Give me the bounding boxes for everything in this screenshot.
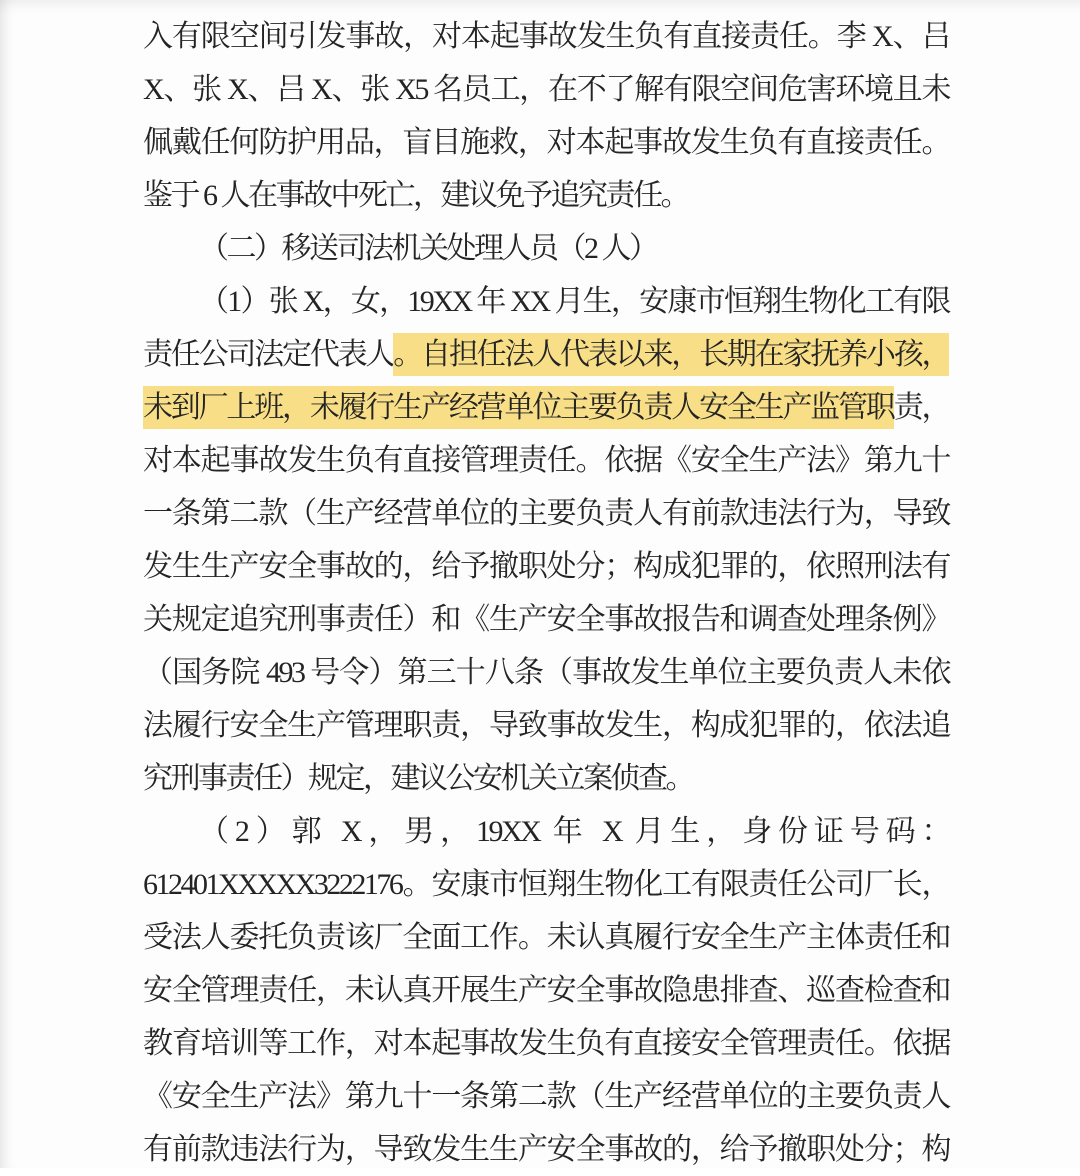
text-segment: 安全管理责任，未认真开展生产安全事故隐患排查、巡查检查和	[143, 974, 949, 1007]
text-line	[143, 381, 949, 434]
text-segment: 受法人委托负责该厂全面工作。未认真履行安全生产主体责任和	[143, 921, 949, 954]
text-segment: 有前款违法行为，导致发生生产安全事故的，给予撤职处分；构	[143, 1133, 949, 1166]
text-line	[143, 699, 949, 752]
text-segment: 究刑事责任）规定，建议公安机关立案侦查。	[143, 762, 693, 795]
text-segment: 责，	[893, 391, 950, 424]
text-line	[143, 1017, 949, 1070]
text-segment: 对本起事故发生负有直接管理责任。依据《安全生产法》第九十	[143, 444, 949, 477]
text-line	[143, 805, 949, 858]
text-segment: X、张 X、吕 X、张 X5 名员工，在不了解有限空间危害环境且未	[143, 73, 949, 106]
text-line	[143, 593, 949, 646]
text-line	[143, 1123, 949, 1176]
text-segment: （国务院 493 号令）第三十八条（事故发生单位主要负责人未依	[143, 656, 949, 689]
text-segment: 关规定追究刑事责任）和《生产安全事故报告和调查处理条例》	[143, 603, 949, 636]
text-segment: （二）移送司法机关处理人员（2 人）	[199, 232, 657, 265]
text-segment: 鉴于 6 人在事故中死亡，建议免予追究责任。	[143, 179, 688, 212]
text-segment: 法履行安全生产管理职责，导致事故发生，构成犯罪的，依法追	[143, 709, 949, 742]
text-segment: （2）郭 X，男，19XX 年 X 月生，身份证号码：	[199, 815, 949, 848]
text-line	[143, 540, 949, 593]
text-segment: （1）张 X，女，19XX 年 XX 月生，安康市恒翔生物化工有限	[199, 285, 949, 318]
text-line	[143, 116, 949, 169]
text-segment: 教育培训等工作，对本起事故发生负有直接安全管理责任。依据	[143, 1027, 949, 1060]
text-segment: 612401XXXXX3222176。安康市恒翔生物化工有限责任公司厂长，	[143, 868, 949, 901]
text-line	[143, 646, 949, 699]
text-line	[143, 63, 949, 116]
text-line	[143, 10, 949, 63]
highlighted-text: 。自担任法人代表以来，长期在家抚养小孩，	[393, 333, 949, 376]
text-line	[143, 487, 949, 540]
text-line	[143, 858, 949, 911]
text-segment: 《安全生产法》第九十一条第二款（生产经营单位的主要负责人	[143, 1080, 949, 1113]
text-segment: 责任公司法定代表人	[143, 338, 394, 371]
text-segment: 入有限空间引发事故，对本起事故发生负有直接责任。李 X、吕	[143, 20, 949, 53]
text-line	[143, 752, 949, 805]
text-line	[143, 434, 949, 487]
text-segment: 发生生产安全事故的，给予撤职处分；构成犯罪的，依照刑法有	[143, 550, 949, 583]
highlighted-text: 未到厂上班，未履行生产经营单位主要负责人安全生产监管职	[143, 386, 894, 429]
text-line	[143, 328, 949, 381]
document-content	[143, 10, 949, 1176]
text-line	[143, 964, 949, 1017]
text-line	[143, 1070, 949, 1123]
text-segment: 一条第二款（生产经营单位的主要负责人有前款违法行为，导致	[143, 497, 949, 530]
text-line	[143, 169, 949, 222]
text-segment: 佩戴任何防护用品，盲目施救，对本起事故发生负有直接责任。	[143, 126, 949, 159]
text-line	[143, 275, 949, 328]
text-line	[143, 222, 949, 275]
text-line	[143, 911, 949, 964]
